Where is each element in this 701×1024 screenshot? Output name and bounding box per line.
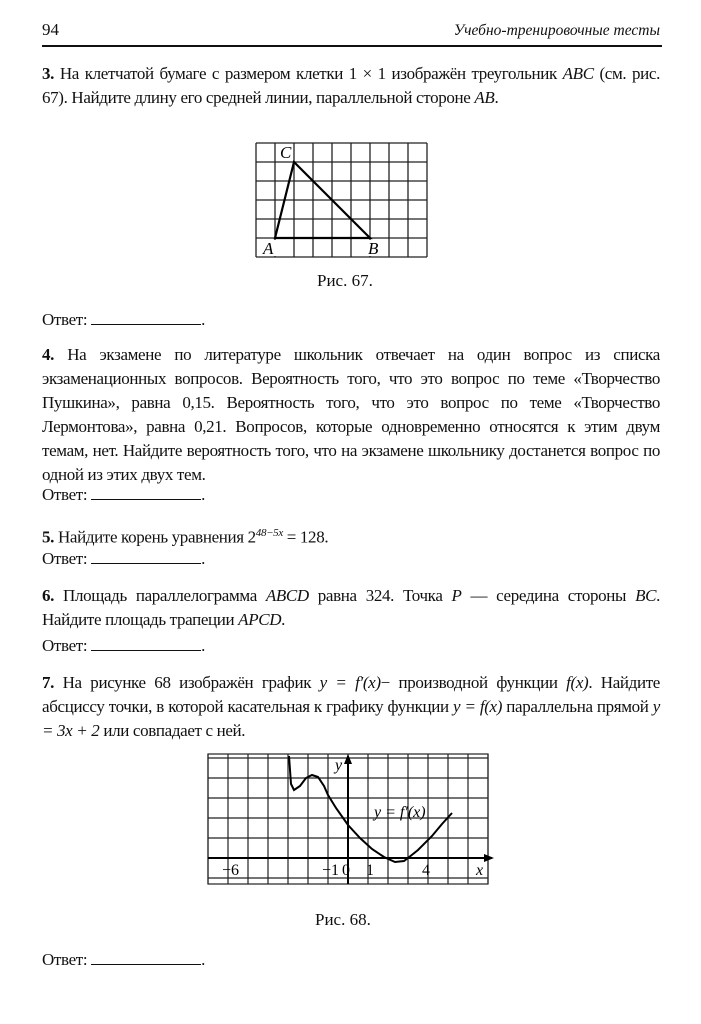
problem-text: — середина стороны bbox=[461, 586, 636, 605]
answer-label: Ответ: bbox=[42, 950, 88, 969]
vertex-label-C: C bbox=[280, 143, 292, 162]
math: AB bbox=[474, 88, 495, 107]
answer-field[interactable] bbox=[91, 483, 201, 500]
problem-text: На клетчатой бумаге с размером клетки 1 × 1 изображён треугольник bbox=[59, 64, 563, 83]
problem-text: − производной функции bbox=[380, 673, 567, 692]
problem-text: . Найдите абсциссу точки, в которой касательная к графику функции bbox=[42, 673, 660, 716]
running-title: Учебно-тренировочные тесты bbox=[453, 22, 660, 39]
answer-label: Ответ: bbox=[42, 310, 88, 329]
problem-4 bbox=[42, 343, 660, 487]
problem-number: 7. bbox=[42, 673, 55, 692]
answer-dot: . bbox=[201, 950, 206, 969]
math: ABCD bbox=[265, 586, 309, 605]
exponent: 48−5x bbox=[255, 527, 283, 539]
problem-text: = 128. bbox=[282, 527, 329, 547]
answer-6 bbox=[42, 634, 660, 658]
answer-3 bbox=[42, 308, 660, 332]
answer-dot: . bbox=[201, 485, 206, 504]
vertex-label-B: B bbox=[368, 239, 379, 258]
answer-dot: . bbox=[201, 549, 206, 568]
problem-text: равна 324. Точка bbox=[308, 586, 452, 605]
answer-label: Ответ: bbox=[42, 636, 88, 655]
answer-field[interactable] bbox=[91, 634, 201, 651]
math: BC bbox=[635, 586, 657, 605]
x-tick-label: 4 bbox=[422, 862, 430, 879]
math: y = f(x) bbox=[453, 697, 503, 716]
x-tick-label: 1 bbox=[366, 862, 374, 879]
problem-text: или совпадает с ней. bbox=[99, 721, 246, 740]
figure-67-caption: Рис. 67. bbox=[317, 271, 373, 290]
problem-text: Найдите корень уравнения 2 bbox=[57, 527, 256, 547]
answer-5 bbox=[42, 547, 660, 571]
answer-dot: . bbox=[201, 636, 206, 655]
figure-67-triangle bbox=[250, 138, 440, 268]
problem-text: . bbox=[281, 610, 286, 629]
problem-5 bbox=[42, 521, 660, 550]
answer-field[interactable] bbox=[91, 308, 201, 325]
figure-68-caption: Рис. 68. bbox=[315, 910, 371, 929]
answer-4 bbox=[42, 483, 660, 507]
y-axis-label: y bbox=[335, 757, 343, 774]
answer-7 bbox=[42, 948, 660, 972]
math: APCD bbox=[238, 610, 282, 629]
math: y = f′(x) bbox=[319, 673, 381, 692]
problem-text: (см. рис. 67). Найдите длину его средней линии, параллельной стороне bbox=[42, 64, 661, 107]
answer-dot: . bbox=[201, 310, 206, 329]
vertex-label-A: A bbox=[263, 239, 274, 258]
problem-text: На рисунке 68 изображён график bbox=[62, 673, 320, 692]
problem-text: На экзамене по литературе школьник отвечает на один вопрос из списка экзаменационных вопросов. Вероятность того, что это вопрос по теме «Творчество Пушкина», равна 0,15. Вероятность того, что это вопрос по теме «Творчество Лермонтова», равна 0,21. Вопросов, которые одновременно относятся к этим двум темам, нет. Найдите вероятность того, что на экзамене школьнику достанется вопрос по одной из этих двух тем. bbox=[42, 345, 660, 484]
answer-field[interactable] bbox=[91, 547, 201, 564]
problem-text: Площадь параллелограмма bbox=[63, 586, 266, 605]
problem-text: параллельна прямой bbox=[502, 697, 653, 716]
answer-label: Ответ: bbox=[42, 549, 88, 568]
math: P bbox=[451, 586, 462, 605]
y-axis-arrow-icon bbox=[344, 754, 352, 764]
x-axis-label: x bbox=[476, 862, 484, 879]
problem-text: . bbox=[494, 88, 499, 107]
problem-text: . Найдите площадь трапеции bbox=[42, 586, 660, 629]
answer-label: Ответ: bbox=[42, 485, 88, 504]
x-axis-arrow-icon bbox=[484, 854, 494, 862]
header-rule bbox=[42, 45, 662, 47]
math: y = 3x + 2 bbox=[42, 697, 660, 740]
curve-label: y = f′(x) bbox=[374, 804, 426, 821]
x-tick-label: −6 bbox=[222, 862, 240, 879]
problem-number: 3. bbox=[42, 64, 55, 83]
math: ABC bbox=[562, 64, 594, 83]
figure-68-derivative-graph bbox=[200, 750, 500, 890]
x-tick-label: 0 bbox=[342, 862, 350, 879]
page-number: 94 bbox=[42, 20, 59, 39]
problem-7 bbox=[42, 671, 660, 743]
answer-field[interactable] bbox=[91, 948, 201, 965]
problem-3 bbox=[42, 62, 660, 110]
problem-number: 5. bbox=[42, 527, 55, 547]
problem-number: 4. bbox=[42, 345, 55, 364]
x-tick-label: −1 bbox=[322, 862, 340, 879]
problem-6 bbox=[42, 584, 660, 632]
problem-number: 6. bbox=[42, 586, 55, 605]
math: f(x) bbox=[566, 673, 589, 692]
